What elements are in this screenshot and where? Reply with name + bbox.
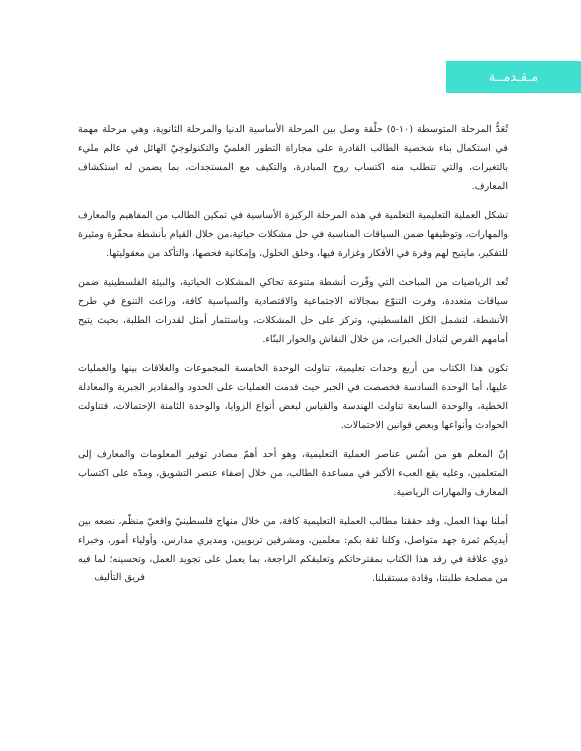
paragraph: إنّ المعلم هو من أسُس عناصر العملية التعليمية، وهو أحد أهمّ مصادر توفير المعلومات والمعارف إلى المتعلمين، وعليه يقع العبء الأكبر في مساعدة الطالب، من خلال إضفاء عنصر التشويق، ومدّه على اكتساب المعارف والمهارات الرياضية.	[78, 449, 508, 498]
paragraph: أملنا بهذا العمل، وقد حققنا مطالب العملية التعليمية كافة، من خلال منهاج فلسطينيّ واقعيّ منظّم، نضعه بين أيديكم ثمرة جهد متواصل، وكلنا ثقة بكم: معلمين، ومشرفين تربويين، ومديري مدارس، وأولياء أمور، وخبراء ذوي علاقة في رفد هذا الكتاب بمقترحاتكم وتعليقكم الراجعة، بما يعمل على تجويد العمل، وتحسينه؛ لما فيه من مصلحة طلبتنا، وقادة مستقبلنا.	[78, 516, 508, 584]
author-signature: فريق التأليف	[94, 572, 145, 583]
introduction-body	[78, 120, 508, 598]
paragraph: تُعَدُّ المرحلة المتوسطة (١٠-٥) حلْقة وصل بين المرحلة الأساسية الدنيا والمرحلة الثانوية، وهي مرحلة مهمة في استكمال بناء شخصية الطالب القادرة على مجاراة التطور العلميّ والتكنولوجيّ الهائل في عالم مليء بالتغيرات، والتي تتطلب منه اكتساب روح المبادرة، والتكيف مع المستجدات، بما يضمن له استكشاف المعارف.	[78, 124, 508, 192]
section-title: مـقـدمــة	[488, 69, 539, 85]
paragraph: تكون هذا الكتاب من أربع وحدات تعليمية، تناولت الوحدة الخامسة المجموعات والعلاقات بينها والعمليات عليها، أما الوحدة السادسة فخصصت في الجبر حيث قدمت العمليات على الحدود والمقادير الجبرية والمعادلة الخطية، والوحدة السابعة تناولت الهندسة والقياس لبعض أنواع الزوايا، والوحدة الثامنة الإحتمالات، فتناولت الحوادث وأنواعها وبعض قوانين الاحتمالات.	[78, 363, 508, 431]
paragraph: تُعد الرياضيات من المباحث التي وفّرت أنشطة متنوعة تحاكي المشكلات الحياتية، والبيئة الفلسطينية ضمن سياقات متعددة، وفرت التنوّع بمجالاته الاجتماعية والاقتصادية والسياسية كافة، وراعت التنوع في طرح الأنشطة، لتشمل الكل الفلسطيني، وتركز على حل المشكلات، وباستثمار أمثل لقدرات الطلبة، بحيث يتيح أمامهم الفرص لتبادل الخبرات، من خلال النقاش والحوار البنّاء.	[78, 277, 508, 345]
section-title-tab	[446, 61, 581, 93]
paragraph: تشكل العملية التعليمية التعلمية في هذه المرحلة الركيزة الأساسية في تمكين الطالب من المفاهيم والمعارف والمهارات، وتوظيفها ضمن السياقات المناسبة في حل مشكلات حياتية،من خلال القيام بأنشطة محفّزة ومثيرة للتفكير، مايتيح لهم وفرة في الأفكار وغزارة فيها، وخلق الحلول، وإمكانية فحصها، والتأكد من معقوليتها.	[78, 210, 508, 259]
